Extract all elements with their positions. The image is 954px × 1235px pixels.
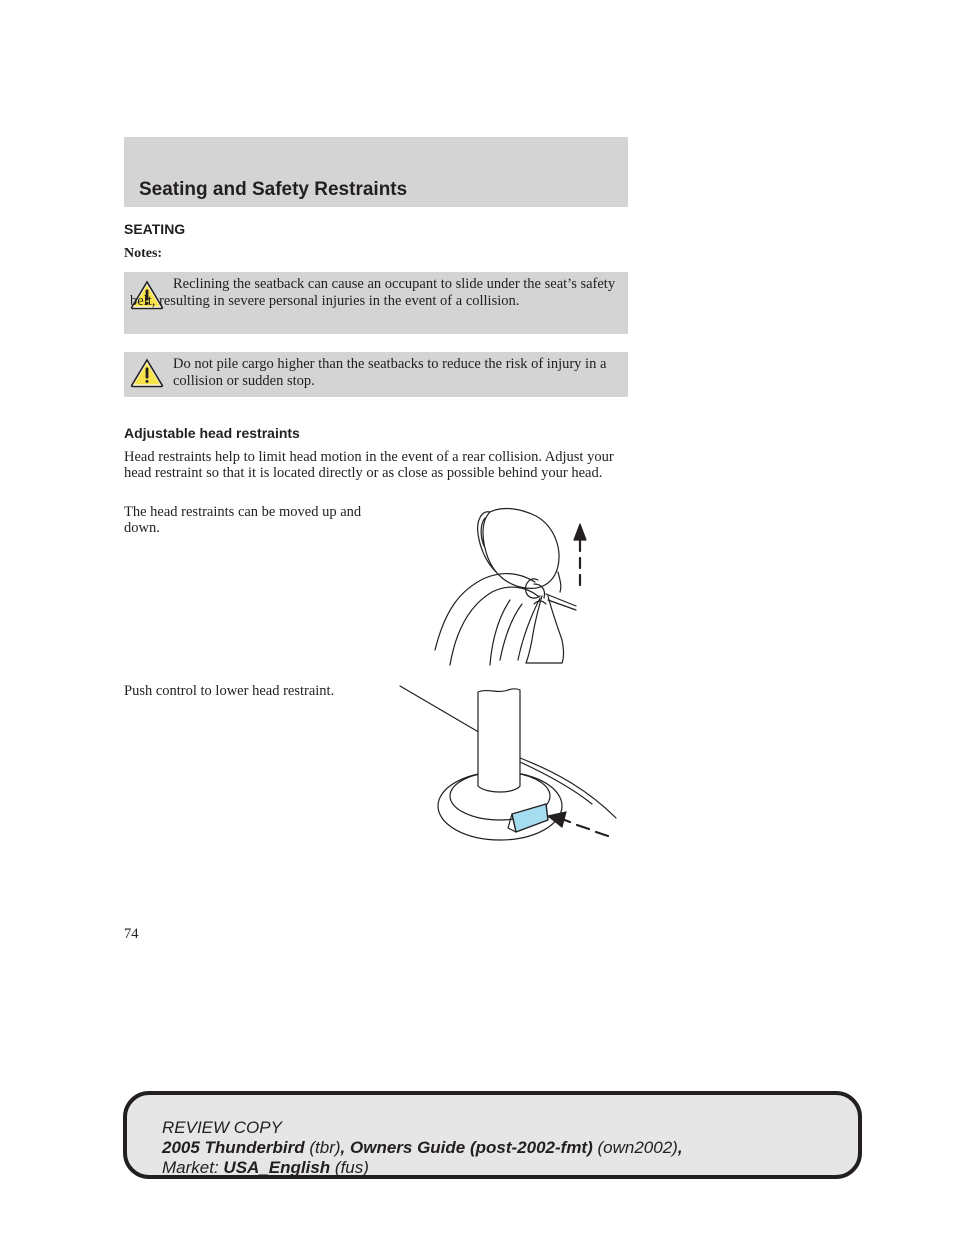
footer-separator: , — [340, 1138, 350, 1157]
move-paragraph: The head restraints can be moved up and down. — [124, 504, 362, 537]
footer-market-label: Market: — [162, 1158, 219, 1177]
warning-box-recline — [124, 272, 628, 334]
footer-model-code: (tbr) — [309, 1138, 341, 1157]
footer-model: 2005 Thunderbird — [162, 1138, 305, 1157]
restraint-control-illustration — [396, 682, 620, 848]
intro-paragraph: Head restraints help to limit head motion in the event of a rear collision. Adjust your head restraint so that it is located directly or as close as possible behind your head. — [124, 449, 614, 482]
warning-triangle-icon — [130, 358, 164, 388]
section-heading: SEATING — [124, 221, 186, 237]
footer-comma: , — [677, 1138, 683, 1157]
review-footer — [162, 1118, 683, 1178]
warning-box-cargo — [124, 352, 628, 397]
footer-guide: Owners Guide (post-2002-fmt) — [350, 1138, 593, 1157]
page-number: 74 — [124, 926, 139, 942]
warning-text: Do not pile cargo higher than the seatbacks to reduce the risk of injury in a collision or sudden stop. — [173, 356, 607, 389]
head-restraint-illustration — [430, 500, 590, 668]
footer-market: USA_English — [223, 1158, 331, 1177]
subsection-heading: Adjustable head restraints — [124, 425, 300, 441]
footer-market-code: (fus) — [334, 1158, 369, 1177]
footer-guide-code: (own2002) — [597, 1138, 678, 1157]
review-copy-label: REVIEW COPY — [162, 1118, 282, 1137]
push-paragraph: Push control to lower head restraint. — [124, 683, 335, 699]
warning-text: Reclining the seatback can cause an occupant to slide under the seat’s safety belt, resulting in severe personal injuries in the event of a collision. — [130, 276, 616, 309]
notes-label: Notes: — [124, 246, 163, 261]
page-title: Seating and Safety Restraints — [139, 179, 408, 200]
